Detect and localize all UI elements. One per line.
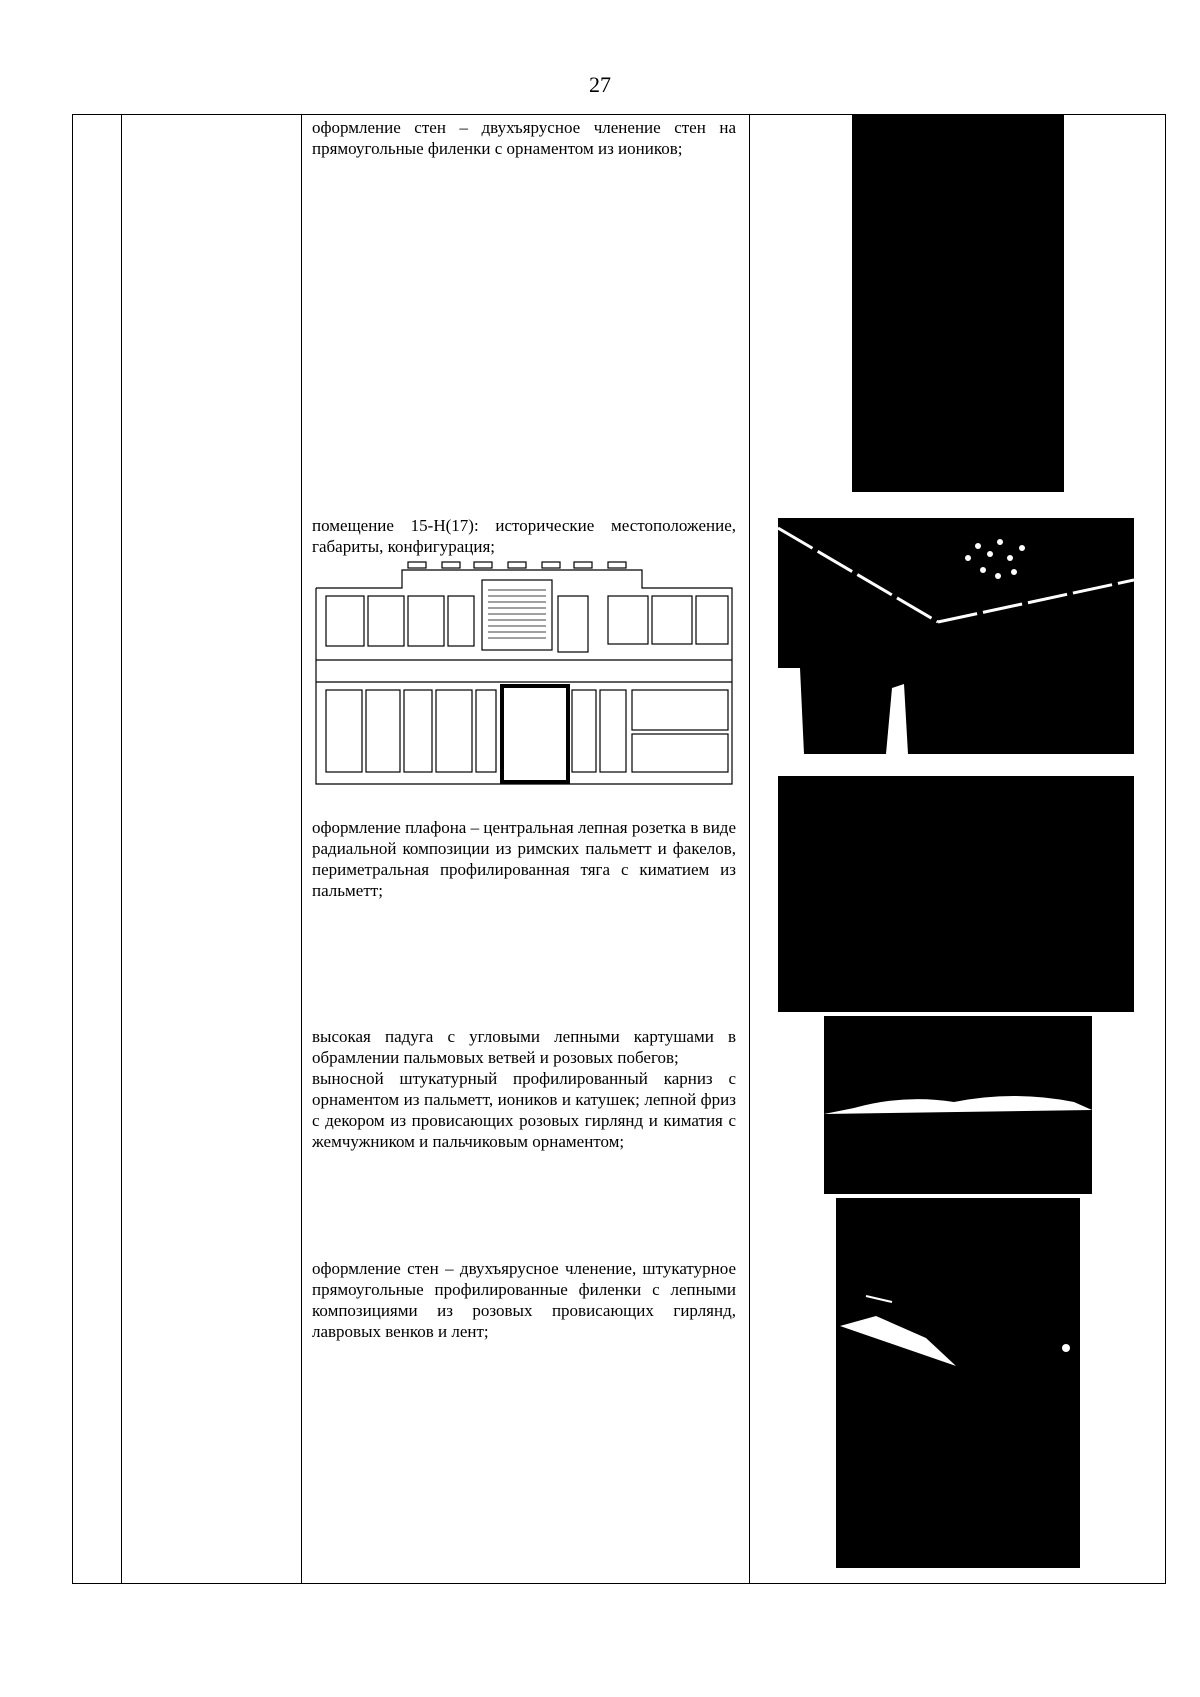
floor-plan-drawing [312,556,740,788]
table-column-divider [301,115,302,1583]
interior-photo-ceiling-rosette [778,518,1134,754]
page-number: 27 [589,72,611,97]
interior-photo-cornice [824,1016,1092,1194]
interior-photo-wall-panels [836,1198,1080,1568]
cove-cornice-description: высокая падуга с угловыми лепными картушами в обрамлении пальмовых ветвей и розовых побегов; выносной штукатурный профилированный карниз с орнаментом из пальметт, иоников и катушек; лепной фриз с декором из провисающих розовых гирлянд и киматия с жемчужником и пальчиковым орнаментом; [312,1027,736,1151]
walls-description: оформление стен – двухъярусное членение стен на прямоугольные филенки с орнаментом из иоников; [312,118,736,158]
plafond-description: оформление плафона – центральная лепная розетка в виде радиальной композиции из римских пальметт и факелов, периметральная профилированная тяга с киматием из пальметт; [312,818,736,900]
interior-photo-plafond [778,776,1134,1012]
room-description: помещение 15-Н(17): исторические местоположение, габариты, конфигурация; [312,516,736,556]
table-column-divider [749,115,750,1583]
wall-panels-description: оформление стен – двухъярусное членение, штукатурное прямоугольные профилированные филенки с лепными композициями из розовых провисающих гирлянд, лавровых венков и лент; [312,1259,736,1341]
table-column-divider [121,115,122,1583]
interior-photo-walls [852,114,1064,492]
